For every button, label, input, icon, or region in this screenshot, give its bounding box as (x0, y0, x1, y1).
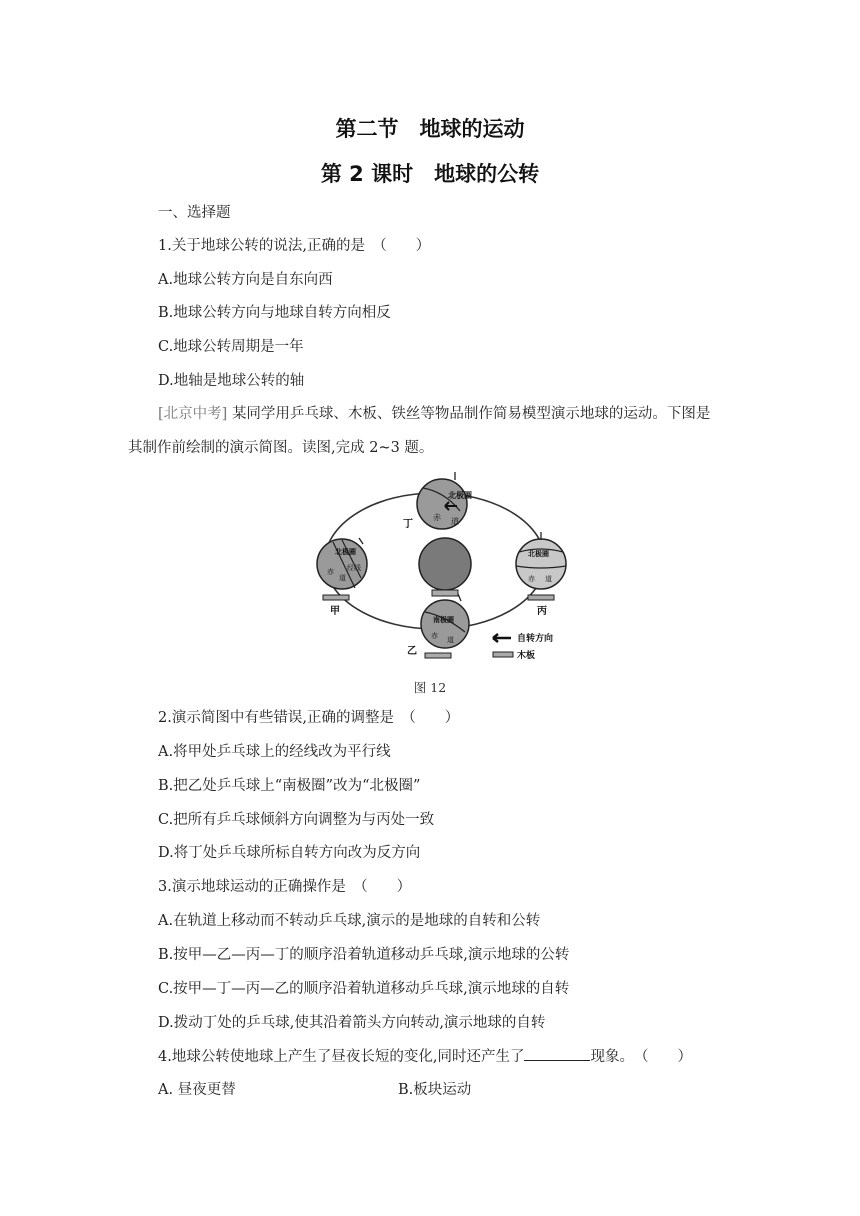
legend (493, 632, 553, 661)
q3-option-d: D.拨动丁处的乒乓球,使其沿着箭头方向转动,演示地球的自转 (158, 1015, 546, 1031)
context-text-1: 某同学用乒乓球、木板、铁丝等物品制作简易模型演示地球的运动。下图是 (231, 406, 711, 422)
figure-caption: 图 12 (413, 680, 447, 695)
legend-board-icon (493, 652, 513, 657)
globe-bing (516, 532, 566, 617)
jia-arctic-label: 北极圈 (335, 548, 356, 556)
yi-antarctic-label: 南极圈 (433, 616, 454, 624)
q1-option-d: D.地轴是地球公转的轴 (158, 373, 305, 389)
q4-option-b: B.板块运动 (398, 1082, 472, 1098)
label-yi: 乙 (407, 646, 417, 657)
sun-model (419, 538, 471, 596)
lesson-title: 第 2 课时 地球的公转 (320, 162, 540, 186)
bing-equator-b: 道 (545, 575, 552, 583)
q2-option-a: A.将甲处乒乓球上的经线改为平行线 (158, 744, 391, 760)
ding-equator-b: 道 (451, 517, 459, 526)
q1-option-b: B.地球公转方向与地球自转方向相反 (158, 305, 391, 321)
q4-stem (158, 1046, 692, 1067)
bing-arctic-label: 北极圈 (528, 550, 549, 558)
q1-option-c: C.地球公转周期是一年 (158, 339, 304, 355)
legend-rotation-label: 自转方向 (517, 634, 554, 644)
globe-jia (317, 538, 367, 617)
yi-equator-a: 赤 (431, 632, 438, 640)
label-bing: 丙 (537, 606, 547, 617)
q4-option-a: A. 昼夜更替 (158, 1082, 236, 1098)
q4-stem-before: 4.地球公转使地球上产生了昼夜长短的变化,同时还产生了 (158, 1049, 525, 1065)
earth-orbit-diagram (315, 466, 585, 666)
q2-option-b: B.把乙处乒乓球上“南极圈”改为“北极圈” (158, 778, 421, 794)
context-line-1 (158, 404, 710, 424)
yi-equator-b: 道 (447, 636, 454, 644)
jia-equator-b: 道 (339, 574, 346, 582)
globe-yi (407, 594, 469, 658)
q3-option-b: B.按甲—乙—丙—丁的顺序沿着轨道移动乒乓球,演示地球的公转 (158, 947, 570, 963)
legend-arrow-icon (493, 634, 511, 642)
label-ding: 丁 (403, 519, 413, 530)
q3-option-c: C.按甲—丁—丙—乙的顺序沿着轨道移动乒乓球,演示地球的自转 (158, 981, 570, 997)
ding-arctic-label: 北极圈 (448, 491, 472, 500)
jia-longitude-label: 经线 (347, 564, 361, 572)
label-jia: 甲 (330, 606, 340, 617)
jia-equator-a: 赤 (327, 568, 334, 576)
part-heading: 一、选择题 (158, 205, 231, 221)
q4-stem-after: 现象。 （ ） (590, 1049, 692, 1065)
q4-answer-blank (524, 1046, 590, 1061)
section-title: 第二节 地球的运动 (335, 117, 525, 141)
ding-equator-a: 赤 (433, 513, 441, 522)
q2-option-c: C.把所有乒乓球倾斜方向调整为与丙处一致 (158, 812, 435, 828)
q2-stem: 2.演示简图中有些错误,正确的调整是 （ ） (158, 710, 460, 726)
source-tag: [北京中考] (158, 406, 228, 422)
q4-options-row (158, 1080, 236, 1100)
bing-equator-a: 赤 (528, 575, 535, 583)
legend-board-label: 木板 (517, 651, 536, 661)
context-line-2: 其制作前绘制的演示简图。读图,完成 2~3 题。 (128, 440, 434, 456)
yi-board (425, 653, 451, 658)
q1-stem: 1.关于地球公转的说法,正确的是 （ ） (158, 238, 431, 254)
q2-option-d: D.将丁处乒乓球所标自转方向改为反方向 (158, 845, 421, 861)
q3-stem: 3.演示地球运动的正确操作是 （ ） (158, 879, 412, 895)
jia-board (323, 595, 349, 600)
bing-board (528, 595, 554, 600)
q3-option-a: A.在轨道上移动而不转动乒乓球,演示的是地球的自转和公转 (158, 913, 541, 929)
q1-option-a: A.地球公转方向是自东向西 (158, 272, 333, 288)
globe-ding (403, 472, 472, 530)
